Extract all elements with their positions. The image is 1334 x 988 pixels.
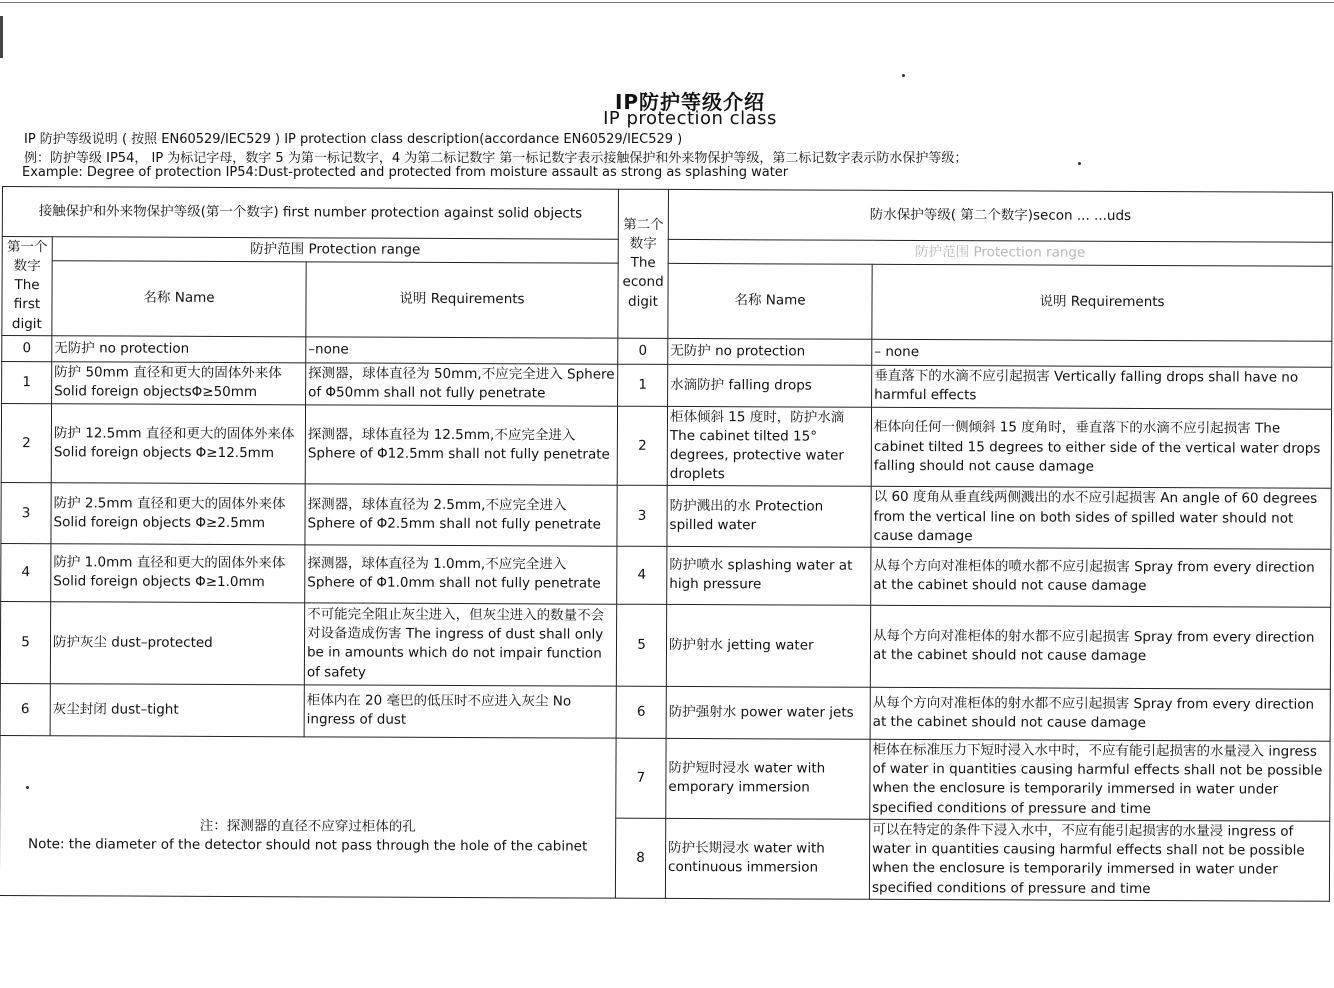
- water-name-cell: 防护射水 jetting water: [666, 604, 870, 687]
- water-requirement-cell: 垂直落下的水滴不应引起损害 Vertically falling drops shall have no harmful effects: [872, 365, 1332, 409]
- solid-requirement-cell: 探测器，球体直径为 2.5mm,不应完全进入 Sphere of Φ2.5mm shall not fully penetrate: [305, 484, 617, 546]
- water-digit-cell: 6: [616, 686, 666, 738]
- water-digit-cell: 3: [617, 486, 667, 547]
- table-row: [0, 735, 1330, 821]
- water-digit-cell: 4: [617, 546, 667, 604]
- solid-digit-cell: 5: [0, 601, 50, 683]
- protection-range-water-header: 防护范围 Protection range: [668, 239, 1332, 266]
- water-digit-cell: 0: [618, 338, 668, 364]
- solid-requirement-cell: 探测器，球体直径为 1.0mm,不应完全进入 Sphere of Φ1.0mm shall not fully penetrate: [305, 545, 617, 604]
- water-name-cell: 防护溅出的水 Protection spilled water: [667, 486, 871, 547]
- solid-requirement-cell: 探测器，球体直径为 50mm,不应完全进入 Sphere of Φ50mm shall not fully penetrate: [306, 363, 618, 406]
- solid-requirement-cell: 柜体内在 20 毫巴的低压时不应进入灰尘 No ingress of dust: [304, 685, 616, 738]
- water-name-cell: 无防护 no protection: [668, 338, 872, 365]
- solid-digit-cell: 3: [1, 483, 51, 544]
- solid-name-cell: 防护 2.5mm 直径和更大的固体外来体 Solid foreign objects Φ≥2.5mm: [51, 483, 305, 545]
- note-cell: [0, 735, 616, 898]
- solid-name-header: 名称 Name: [52, 261, 306, 337]
- water-name-cell: 防护强射水 power water jets: [666, 686, 870, 739]
- water-name-cell: 水滴防护 falling drops: [668, 364, 872, 407]
- protection-range-solid-header: 防护范围 Protection range: [52, 237, 618, 264]
- binding-mark: [0, 16, 3, 58]
- water-name-cell: 防护长期浸水 water with continuous immersion: [665, 818, 869, 899]
- water-protection-header: 防水保护等级( 第二个数字)secon ... ...uds: [668, 189, 1332, 242]
- scan-speck: [1078, 162, 1081, 165]
- note-en: Note: the diameter of the detector should not pass through the hole of the cabinet: [27, 835, 588, 855]
- solid-protection-header: 接触保护和外来物保护等级(第一个数字) first number protection against solid objects: [2, 187, 618, 240]
- solid-name-cell: 无防护 no protection: [52, 336, 306, 363]
- solid-requirement-cell: 探测器，球体直径为 12.5mm,不应完全进入 Sphere of Φ12.5mm shall not fully penetrate: [305, 405, 617, 486]
- solid-name-cell: 防护灰尘 dust–protected: [50, 602, 304, 685]
- page-edge-line: [0, 2, 1334, 3]
- water-digit-cell: 2: [617, 406, 667, 486]
- solid-name-cell: 防护 1.0mm 直径和更大的固体外来体 Solid foreign objects Φ≥1.0mm: [51, 544, 305, 603]
- water-requirement-cell: 柜体在标准压力下短时浸入水中时，不应有能引起损害的水量浸入 ingress of water in quantities causing harmful effects shall not be possible when the enclosure is temporarily immersed in water under specified conditions of pressure and time: [870, 739, 1330, 821]
- note-cn: 注：探测器的直径不应穿过柜体的孔: [199, 817, 416, 835]
- water-requirement-cell: 从每个方向对准柜体的射水都不应引起损害 Spray from every direction at the cabinet should not cause damage: [870, 687, 1330, 741]
- ip-protection-table: [0, 186, 1333, 902]
- solid-name-cell: 防护 50mm 直径和更大的固体外来体 Solid foreign objectsΦ≥50mm: [52, 361, 306, 404]
- table-row: [0, 601, 1330, 689]
- page-title-en: IP protection class: [603, 108, 777, 129]
- water-name-header: 名称 Name: [668, 264, 872, 339]
- water-digit-cell: 5: [616, 604, 666, 686]
- water-digit-cell: 8: [615, 818, 665, 898]
- water-name-cell: 防护短时浸水 water with emporary immersion: [666, 738, 870, 819]
- solid-digit-cell: 4: [1, 543, 51, 601]
- table-row: [2, 361, 1332, 409]
- water-requirement-cell: 从每个方向对准柜体的射水都不应引起损害 Spray from every direction at the cabinet should not cause damage: [870, 605, 1330, 689]
- solid-requirements-header: 说明 Requirements: [306, 262, 618, 338]
- table-row: [1, 403, 1331, 488]
- water-name-cell: 柜体倾斜 15 度时，防护水滴 The cabinet tilted 15° degrees, protective water droplets: [667, 406, 871, 487]
- water-digit-cell: 1: [618, 364, 668, 406]
- table-row: [1, 543, 1331, 607]
- water-requirement-cell: 可以在特定的条件下浸入水中，不应有能引起损害的水量浸 ingress of water in quantities causing harmful effects shall not be possible when the enclosure is temporarily immersed in water under specified conditions of pressure and time: [869, 819, 1329, 901]
- ip-table-wrapper: [0, 186, 1334, 897]
- water-requirement-cell: – none: [872, 339, 1332, 367]
- page-title-cn: IP防护等级介绍: [614, 90, 766, 114]
- water-requirement-cell: 柜体向任何一侧倾斜 15 度角时，垂直落下的水滴不应引起损害 The cabinet tilted 15 degrees to either side of the vertical water drops falling should not cause damage: [871, 407, 1331, 489]
- first-digit-header: 第一个数字 The first digit: [2, 237, 52, 336]
- solid-requirement-cell: –none: [306, 337, 618, 364]
- solid-name-cell: 灰尘封闭 dust–tight: [50, 684, 304, 737]
- table-row: [0, 683, 1330, 741]
- table-row: [1, 483, 1331, 549]
- solid-name-cell: 防护 12.5mm 直径和更大的固体外来体 Solid foreign objects Φ≥12.5mm: [51, 403, 305, 484]
- intro-line-1: IP 防护等级说明 ( 按照 EN60529/IEC529 ) IP protection class description(accordance EN60529/IEC529 ): [24, 132, 683, 147]
- water-requirement-cell: 从每个方向对准柜体的喷水都不应引起损害 Spray from every direction at the cabinet should not cause damage: [871, 547, 1331, 607]
- solid-digit-cell: 0: [2, 335, 52, 361]
- second-digit-header: 第二个数字 The econd digit: [618, 189, 669, 338]
- solid-digit-cell: 2: [1, 403, 51, 483]
- scan-speck: [902, 74, 905, 77]
- intro-line-3: Example: Degree of protection IP54:Dust-protected and protected from moisture assault as strong as splashing water: [22, 165, 789, 180]
- intro-line-2: 例：防护等级 IP54， IP 为标记字母，数字 5 为第一标记数字，4 为第二标记数字 第一标记数字表示接触保护和外来物保护等级，第二标记数字表示防水保护等级；: [24, 151, 968, 166]
- water-requirements-header: 说明 Requirements: [872, 264, 1332, 341]
- solid-digit-cell: 1: [2, 361, 52, 403]
- water-requirement-cell: 以 60 度角从垂直线两侧溅出的水不应引起损害 An angle of 60 degrees from the vertical line on both sides of spilled water should not cause damage: [871, 487, 1331, 549]
- water-name-cell: 防护喷水 splashing water at high pressure: [667, 546, 871, 605]
- solid-digit-cell: 6: [0, 683, 50, 735]
- water-digit-cell: 7: [616, 738, 666, 818]
- solid-requirement-cell: 不可能完全阻止灰尘进入，但灰尘进入的数量不会对设备造成伤害 The ingress of dust shall only be in amounts which do not impair function of safety: [304, 603, 616, 686]
